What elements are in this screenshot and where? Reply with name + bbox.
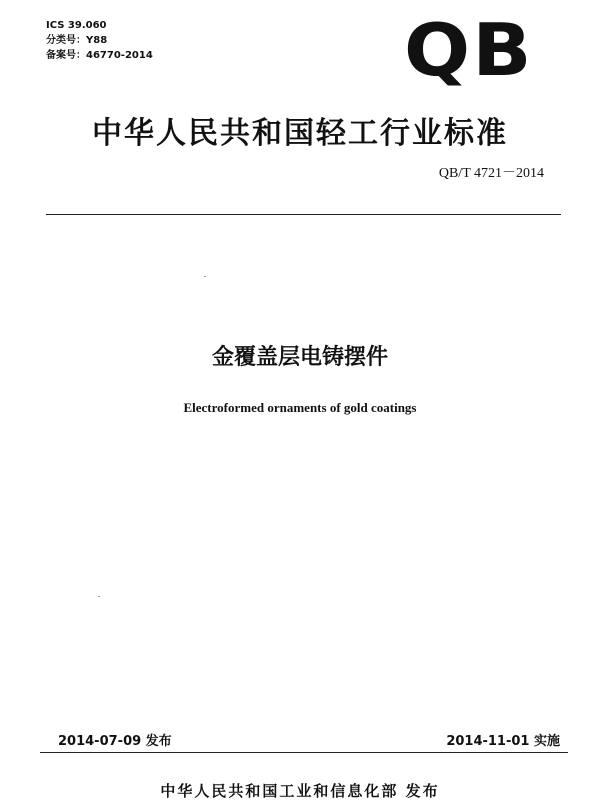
category-code: 分类号：Y88 xyxy=(46,35,108,46)
issuing-authority: 中华人民共和国工业和信息化部 发布 xyxy=(160,782,440,800)
record-number: 备案号：46770-2014 xyxy=(46,50,153,61)
document-metadata xyxy=(46,18,153,63)
ics-code: ICS 39.060 xyxy=(46,20,107,31)
header-divider xyxy=(46,214,561,215)
scan-speck xyxy=(98,596,100,597)
implementation-date: 2014-11-01 实施 xyxy=(446,734,560,749)
publish-date: 2014-07-09 发布 xyxy=(58,734,172,749)
standard-body-title: 中华人民共和国轻工行业标准 xyxy=(92,116,508,151)
footer-divider xyxy=(40,752,568,753)
qb-logo: QB xyxy=(404,8,534,92)
scan-speck xyxy=(204,276,206,277)
document-title-chinese: 金覆盖层电铸摆件 xyxy=(211,345,388,370)
document-title-english: Electroformed ornaments of gold coatings xyxy=(183,400,417,415)
standard-number: QB/T 4721－2014 xyxy=(438,166,544,181)
